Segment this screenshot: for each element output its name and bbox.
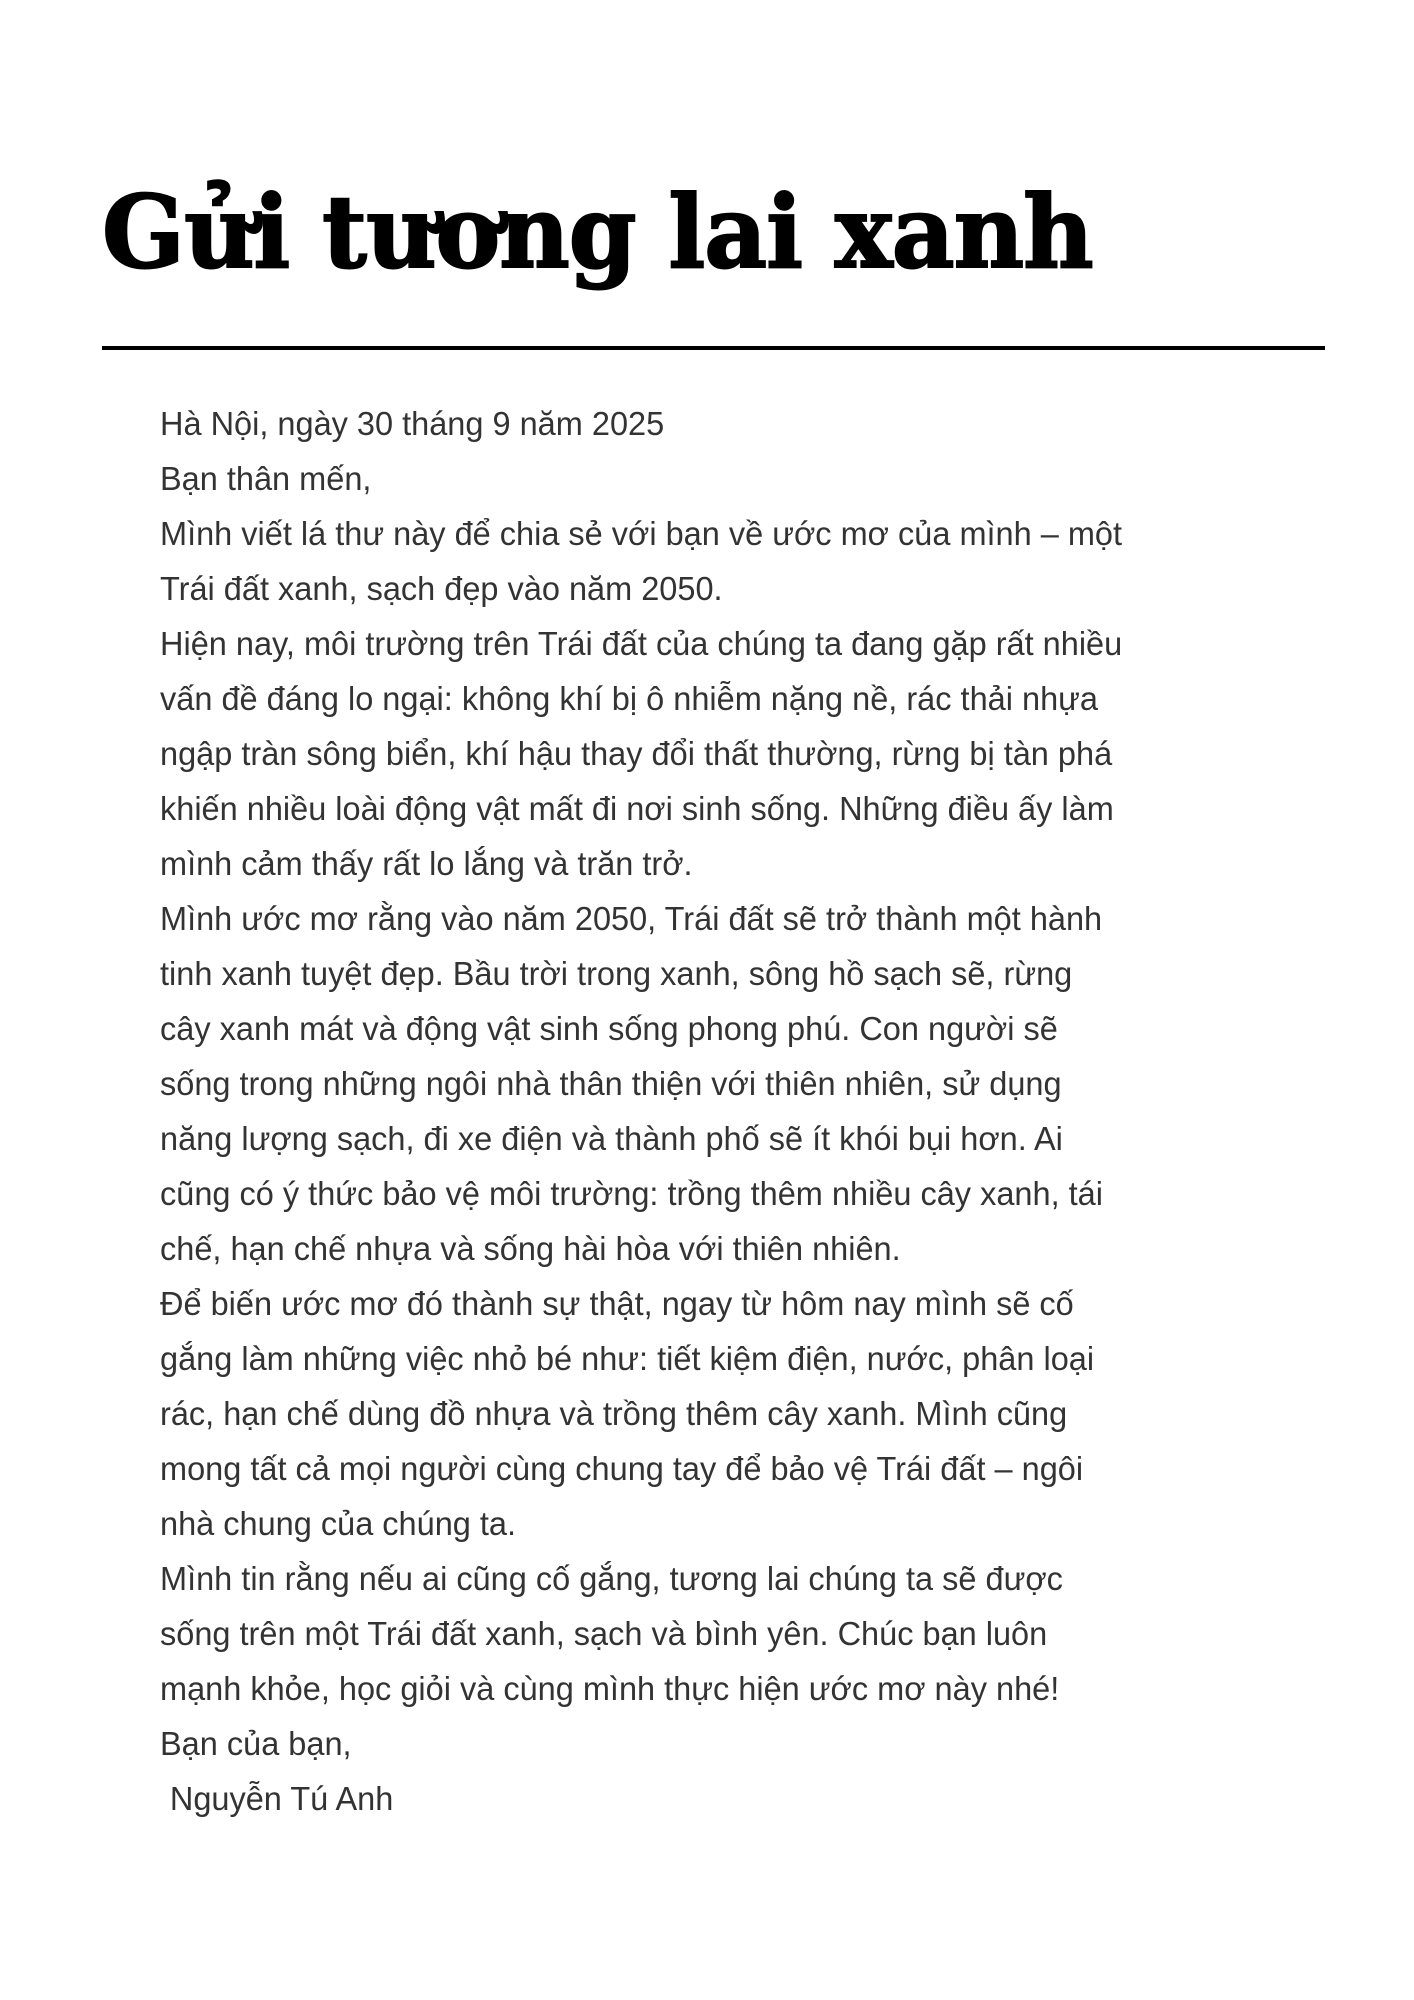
letter-line: Hiện nay, môi trường trên Trái đất của chúng ta đang gặp rất nhiều [160,625,1123,662]
letter-line: tinh xanh tuyệt đẹp. Bầu trời trong xanh, sông hồ sạch sẽ, rừng [160,955,1073,992]
letter-date-line: Hà Nội, ngày 30 tháng 9 năm 2025 [160,405,665,442]
letter-line: Mình viết lá thư này để chia sẻ với bạn về ước mơ của mình – một [160,515,1123,552]
letter-line: gắng làm những việc nhỏ bé như: tiết kiệm điện, nước, phân loại [160,1340,1095,1377]
page-title: Gửi tương lai xanh [102,173,1093,291]
letter-signature: Nguyễn Tú Anh [169,1780,394,1817]
title-divider [102,346,1325,350]
letter-line: mong tất cả mọi người cùng chung tay để bảo vệ Trái đất – ngôi [160,1450,1084,1487]
letter-line: mạnh khỏe, học giỏi và cùng mình thực hiện ước mơ này nhé! [160,1670,1060,1707]
letter-body [160,396,1280,1826]
letter-line: Mình ước mơ rằng vào năm 2050, Trái đất sẽ trở thành một hành [160,900,1103,937]
letter-line: vấn đề đáng lo ngại: không khí bị ô nhiễm nặng nề, rác thải nhựa [160,680,1098,717]
letter-closing: Bạn của bạn, [160,1725,352,1762]
letter-line: Mình tin rằng nếu ai cũng cố gắng, tương lai chúng ta sẽ được [160,1560,1063,1597]
letter-line: nhà chung của chúng ta. [160,1505,517,1542]
letter-greeting: Bạn thân mến, [160,460,372,497]
letter-line: rác, hạn chế dùng đồ nhựa và trồng thêm cây xanh. Mình cũng [160,1395,1068,1432]
letter-line: mình cảm thấy rất lo lắng và trăn trở. [160,845,693,882]
letter-line: cây xanh mát và động vật sinh sống phong phú. Con người sẽ [160,1010,1058,1047]
letter-line: Trái đất xanh, sạch đẹp vào năm 2050. [160,570,723,607]
letter-line: sống trên một Trái đất xanh, sạch và bình yên. Chúc bạn luôn [160,1615,1048,1652]
letter-line: ngập tràn sông biển, khí hậu thay đổi thất thường, rừng bị tàn phá [160,735,1113,772]
letter-line: năng lượng sạch, đi xe điện và thành phố sẽ ít khói bụi hơn. Ai [160,1120,1063,1157]
letter-line: sống trong những ngôi nhà thân thiện với thiên nhiên, sử dụng [160,1065,1062,1102]
letter-line: khiến nhiều loài động vật mất đi nơi sinh sống. Những điều ấy làm [160,790,1114,827]
letter-line: Để biến ước mơ đó thành sự thật, ngay từ hôm nay mình sẽ cố [160,1285,1074,1322]
letter-line: cũng có ý thức bảo vệ môi trường: trồng thêm nhiều cây xanh, tái [160,1175,1103,1212]
letter-line: chế, hạn chế nhựa và sống hài hòa với thiên nhiên. [160,1230,901,1267]
